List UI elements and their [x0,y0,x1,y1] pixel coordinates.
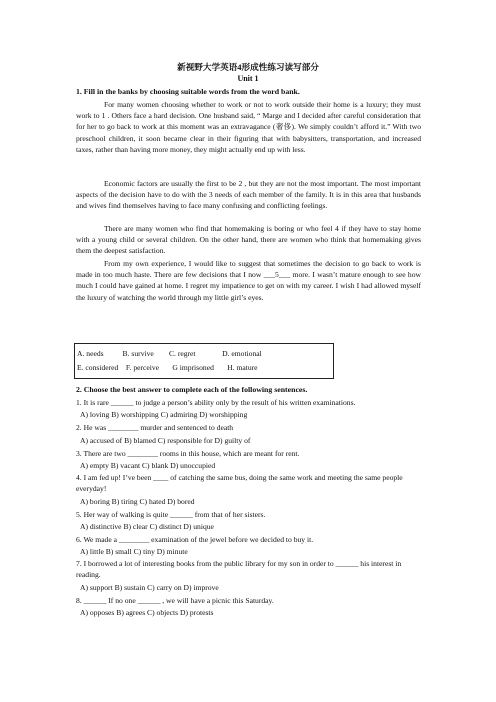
unit-heading: Unit 1 [237,74,259,83]
paragraph-1-text: For many women choosing whether to work or not to work outside their home is a luxury; they must work to 1 . Others face a hard decision. One husband said, “ Marge and I decided after careful consideration that for her to go back to work at this moment was an extravagance (奢侈). We simply couldn’t afford it.” With two preschool children, it soon became clear in their figuring that with babysitters, transportation, and increased taxes, rather than having more money, they might actually end up with less. [76,100,421,154]
question-3-options: A) empty B) vacant C) blank D) unoccupied [80,461,216,470]
section2-heading: 2. Choose the best answer to complete each of the following sentences. [76,385,308,394]
question-5-options: A) distinctive B) clear C) distinct D) unique [80,522,214,531]
question-6-options: A) little B) small C) tiny D) minute [80,547,188,556]
question-2-options: A) accused of B) blamed C) responsible for D) guilty of [80,436,251,445]
question-1-options: A) loving B) worshipping C) admiring D) worshipping [80,410,248,419]
question-5: 5. Her way of walking is quite ______ from that of her sisters. [76,510,266,519]
passage-paragraph-2 [76,178,421,212]
passage-paragraph-3 [76,223,421,257]
passage-paragraph-1 [76,99,421,155]
question-7: 7. I borrowed a lot of interesting books from the public library for my son in order to ______ his interest in reading. [76,559,402,579]
document-title: 新视野大学英语4形成性练习读写部分 [177,62,319,72]
word-bank-row-1: A. needs B. survive C. regret D. emotional [77,349,262,358]
paragraph-3-text: There are many women who find that homemaking is boring or who feel 4 if they have to stay home with a young child or several children. On the other hand, there are women who think that homemaking gives them the deepest satisfaction. [76,224,421,256]
question-8-options: A) opposes B) agrees C) objects D) protests [80,608,214,617]
question-7-options: A) support B) sustain C) carry on D) improve [80,583,219,592]
question-2: 2. He was ________ murder and sentenced to death [76,423,234,432]
question-8: 8. ______ If no one ______ , we will have a picnic this Saturday. [76,596,274,605]
question-4: 4. I am fed up! I’ve been ____ of catching the same bus, doing the same work and meeting the same people everyday! [76,473,403,493]
paragraph-4-text: From my own experience, I would like to suggest that sometimes the decision to go back to work is made in too much haste. There are few decisions that I now ___5___ more. I wasn’t mature enough to see how much I could have gained at home. I regret my impatience to get on with my career. I wish I had allowed myself the luxury of watching the world through my little girl’s eyes. [76,259,421,302]
paragraph-2-text: Economic factors are usually the first to be 2 , but they are not the most important. The most important aspects of the decision have to do with the 3 needs of each member of the family. It is in this area that husbands and wives find themselves having to face many confusing and conflicting feelings. [76,179,421,211]
question-3: 3. There are two ________ rooms in this house, which are meant for rent. [76,449,300,458]
passage-paragraph-4 [76,258,421,303]
question-4-options: A) boring B) tiring C) hated D) bored [80,497,195,506]
question-6: 6. We made a ________ examination of the jewel before we decided to buy it. [76,535,314,544]
section1-heading: 1. Fill in the banks by choosing suitable words from the word bank. [76,87,300,96]
word-bank-row-2: E. considered F. perceive G imprisoned H. mature [77,363,258,372]
word-bank [74,343,334,379]
question-1: 1. It is rare ______ to judge a person’s ability only by the result of his written examinations. [76,398,356,407]
